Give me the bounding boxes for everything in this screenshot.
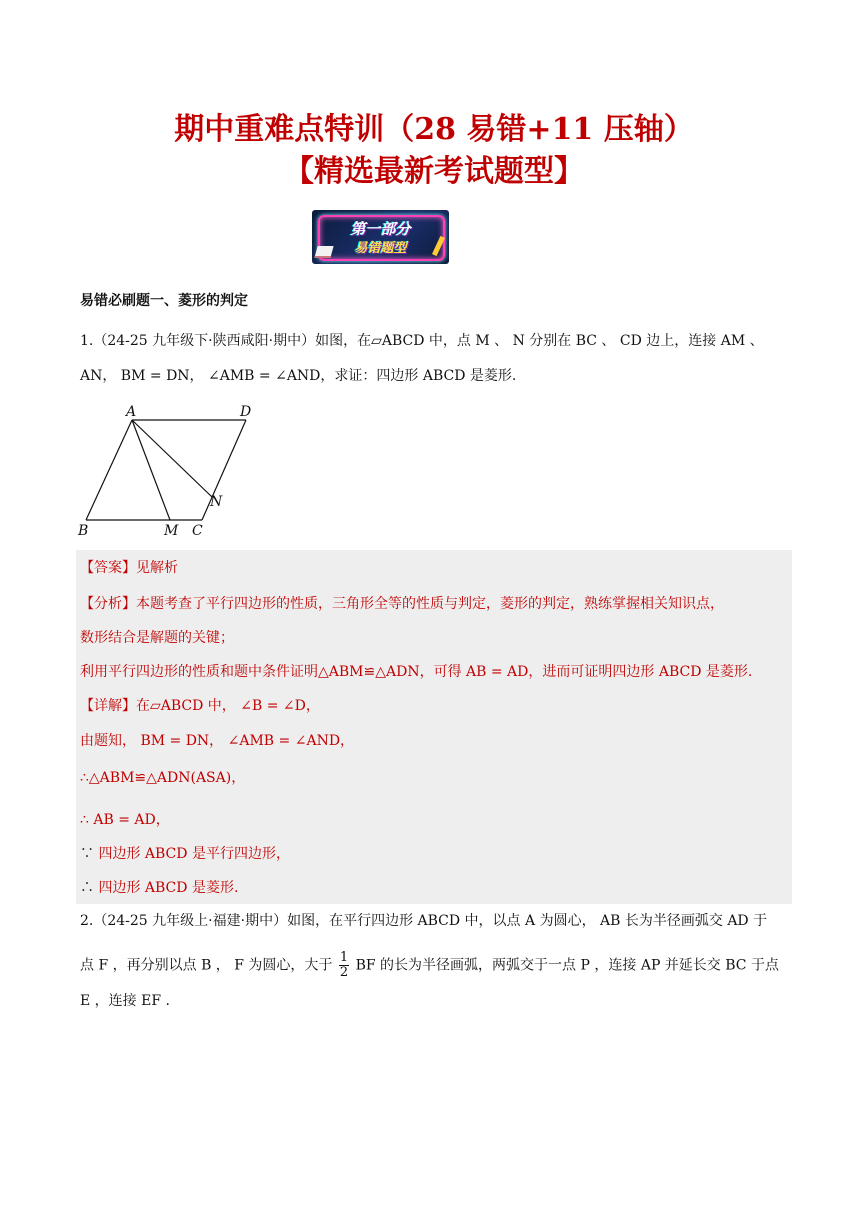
detail-tag: 【详解】 bbox=[80, 698, 136, 714]
because-symbol: ∵ bbox=[80, 846, 94, 862]
q1-line2: AN， BM = DN， ∠AMB = ∠AND，求证：四边形 ABCD 是菱形. bbox=[80, 368, 517, 384]
banner-line2: 易错题型 bbox=[354, 241, 407, 256]
q1-figure bbox=[70, 400, 270, 545]
label-m: M bbox=[164, 523, 179, 539]
analysis-text1: 本题考查了平行四边形的性质，三角形全等的性质与判定，菱形的判定，熟练掌握相关知识点， bbox=[136, 596, 724, 612]
answer-tag: 【答案】 bbox=[80, 560, 136, 576]
label-c: C bbox=[192, 523, 203, 539]
detail-line1 bbox=[80, 696, 320, 716]
page-subtitle: 【精选最新考试题型】 bbox=[284, 154, 584, 189]
edge-cd bbox=[202, 420, 246, 520]
label-b: B bbox=[78, 523, 89, 539]
segment-an bbox=[132, 420, 212, 497]
edge-ab bbox=[86, 420, 132, 520]
detail-text6: 四边形 ABCD 是菱形. bbox=[98, 880, 239, 896]
analysis-line3: 利用平行四边形的性质和题中条件证明△ABM≌△ADN，可得 AB = AD，进而可证明四边形 ABCD 是菱形. bbox=[80, 664, 753, 680]
detail-line5 bbox=[80, 844, 290, 864]
book-icon bbox=[314, 246, 333, 258]
q2-line2 bbox=[80, 951, 779, 980]
detail-line6 bbox=[80, 878, 238, 898]
detail-text5: 四边形 ABCD 是平行四边形， bbox=[98, 846, 290, 862]
page-title: 期中重难点特训（28 易错+11 压轴） bbox=[174, 112, 694, 147]
section-banner bbox=[312, 210, 449, 264]
detail-line2: 由题知， BM = DN， ∠AMB = ∠AND， bbox=[80, 733, 355, 749]
segment-am bbox=[132, 420, 170, 520]
q1-line1: 1.（24-25 九年级下·陕西咸阳·期中）如图，在▱ABCD 中，点 M 、 N 分别在 BC 、 CD 边上，连接 AM 、 bbox=[80, 333, 764, 349]
analysis-line2: 数形结合是解题的关键； bbox=[80, 630, 234, 646]
section-heading: 易错必刷题一、菱形的判定 bbox=[80, 293, 248, 309]
answer-text: 见解析 bbox=[136, 560, 178, 576]
analysis-tag: 【分析】 bbox=[80, 596, 136, 612]
q2-line3: E ，连接 EF . bbox=[80, 993, 170, 1009]
q2-line2-b: BF 的长为半径画弧，两弧交于一点 P ，连接 AP 并延长交 BC 于点 bbox=[355, 957, 779, 974]
banner-line1: 第一部分 bbox=[350, 220, 411, 238]
label-n: N bbox=[210, 494, 223, 510]
answer-line bbox=[80, 558, 178, 578]
detail-line4: ∴ AB = AD， bbox=[80, 812, 170, 828]
fraction-numerator: 1 bbox=[339, 950, 349, 965]
fraction-one-half bbox=[339, 951, 349, 980]
label-d: D bbox=[240, 404, 252, 420]
fraction-denominator: 2 bbox=[339, 965, 349, 980]
label-a: A bbox=[126, 404, 137, 420]
therefore-symbol: ∴ bbox=[80, 880, 94, 896]
analysis-line1 bbox=[80, 594, 724, 614]
q2-line2-a: 点 F ，再分别以点 B ， F 为圆心，大于 bbox=[80, 957, 333, 974]
q2-line1: 2.（24-25 九年级上·福建·期中）如图，在平行四边形 ABCD 中，以点 A 为圆心， AB 长为半径画弧交 AD 于 bbox=[80, 913, 768, 929]
detail-text1: 在▱ABCD 中， ∠B = ∠D， bbox=[136, 698, 320, 714]
detail-line3: ∴△ABM≌△ADN(ASA)， bbox=[80, 770, 246, 786]
